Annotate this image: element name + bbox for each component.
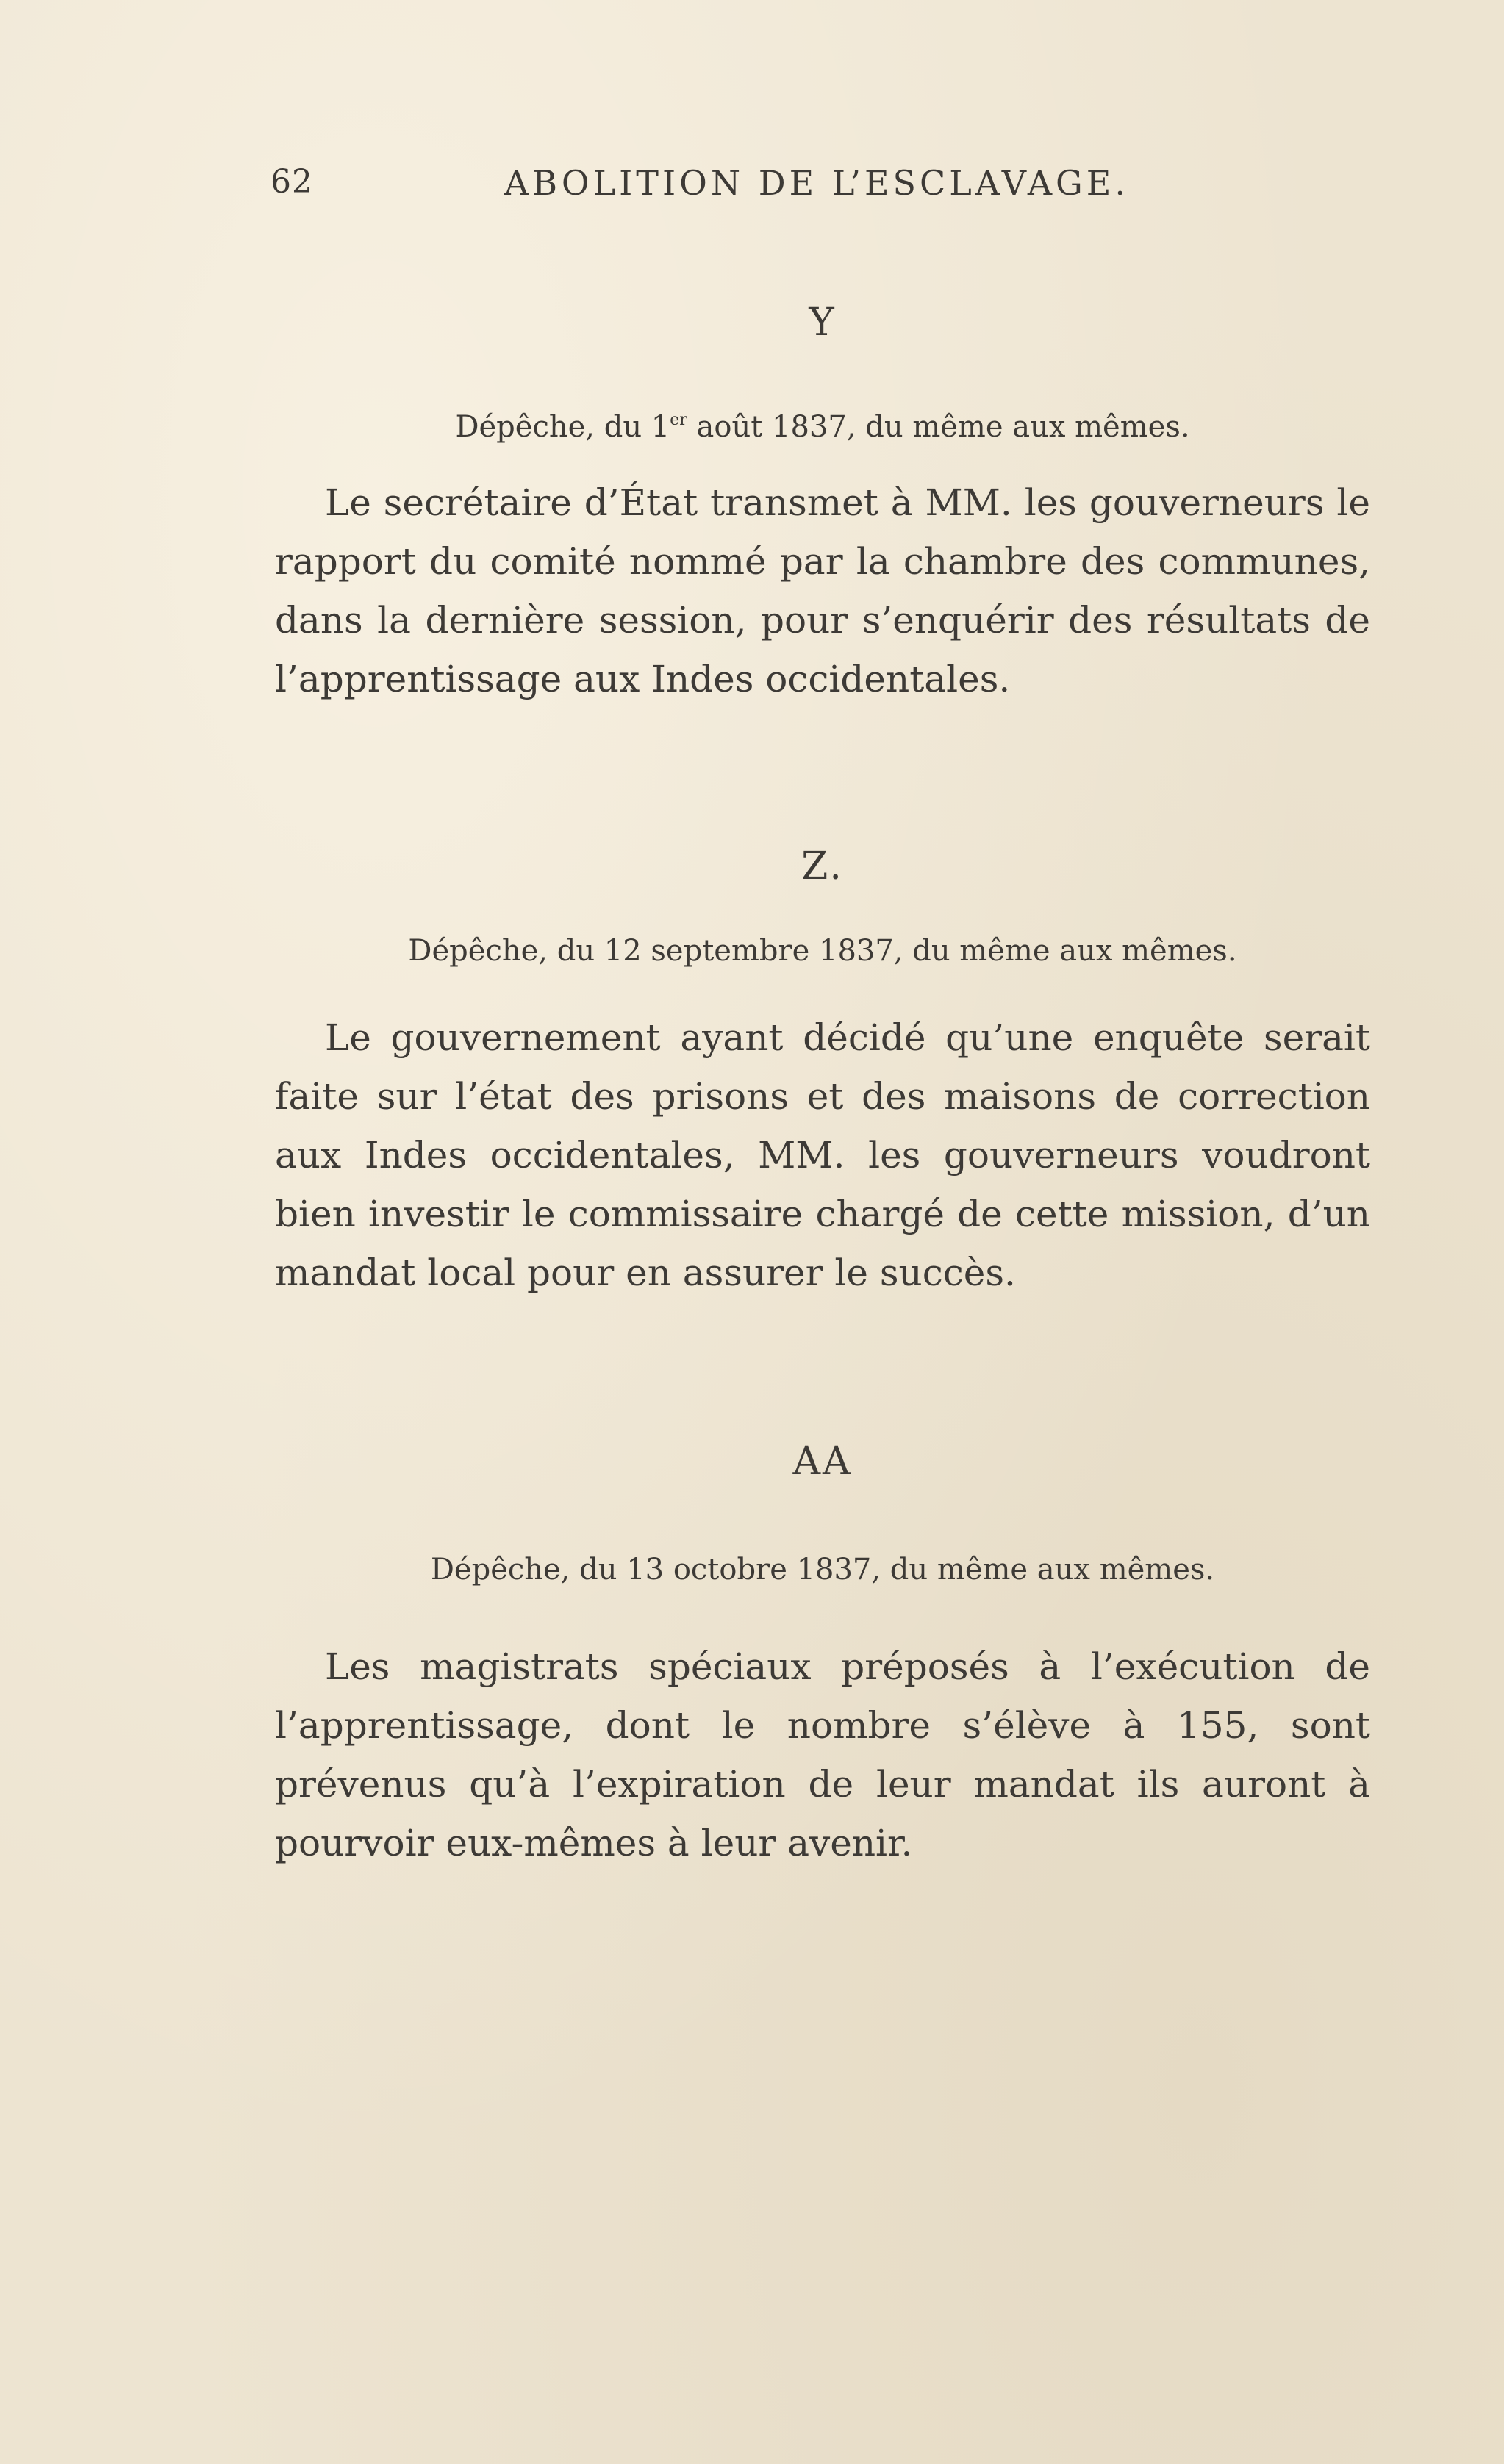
section-letter: AA bbox=[792, 1440, 853, 1484]
dispatch-heading bbox=[275, 398, 1370, 442]
dispatch-summary: Le secrétaire d’État transmet à MM. les gouverneurs le rapport du comité nommé par la chambre des communes, dans la dernière session, pour s’enquérir des résultats de l’apprentissage aux Indes occidentales. bbox=[275, 481, 1370, 700]
page-number: 62 bbox=[271, 163, 313, 201]
section-letter: Y bbox=[809, 301, 837, 345]
section-z bbox=[275, 841, 1370, 1302]
dispatch-heading: Dépêche, du 13 octobre 1837, du même aux mêmes. bbox=[430, 1553, 1215, 1587]
heading-text: Dépêche, du 1 bbox=[455, 410, 670, 444]
section-y bbox=[275, 297, 1370, 708]
section-aa bbox=[275, 1436, 1370, 1872]
running-head bbox=[271, 163, 1226, 207]
heading-superscript: er bbox=[670, 411, 687, 429]
dispatch-heading: Dépêche, du 12 septembre 1837, du même aux mêmes. bbox=[408, 934, 1237, 968]
dispatch-summary: Les magistrats spéciaux préposés à l’exécution de l’apprentissage, dont le nombre s’élève à 155, sont prévenus qu’à l’expiration de leur mandat ils auront à pourvoir eux-mêmes à leur avenir. bbox=[275, 1645, 1370, 1864]
dispatch-summary: Le gouvernement ayant décidé qu’une enquête serait faite sur l’état des prisons et des maisons de correction aux Indes occidentales, MM. les gouverneurs voudront bien investir le commissaire chargé de cette mission, d’un mandat local pour en assurer le succès. bbox=[275, 1016, 1370, 1294]
heading-text-end: août 1837, du même aux mêmes. bbox=[687, 410, 1190, 444]
running-title: ABOLITION DE L’ESCLAVAGE. bbox=[504, 163, 1129, 203]
section-letter: Z. bbox=[801, 844, 844, 888]
